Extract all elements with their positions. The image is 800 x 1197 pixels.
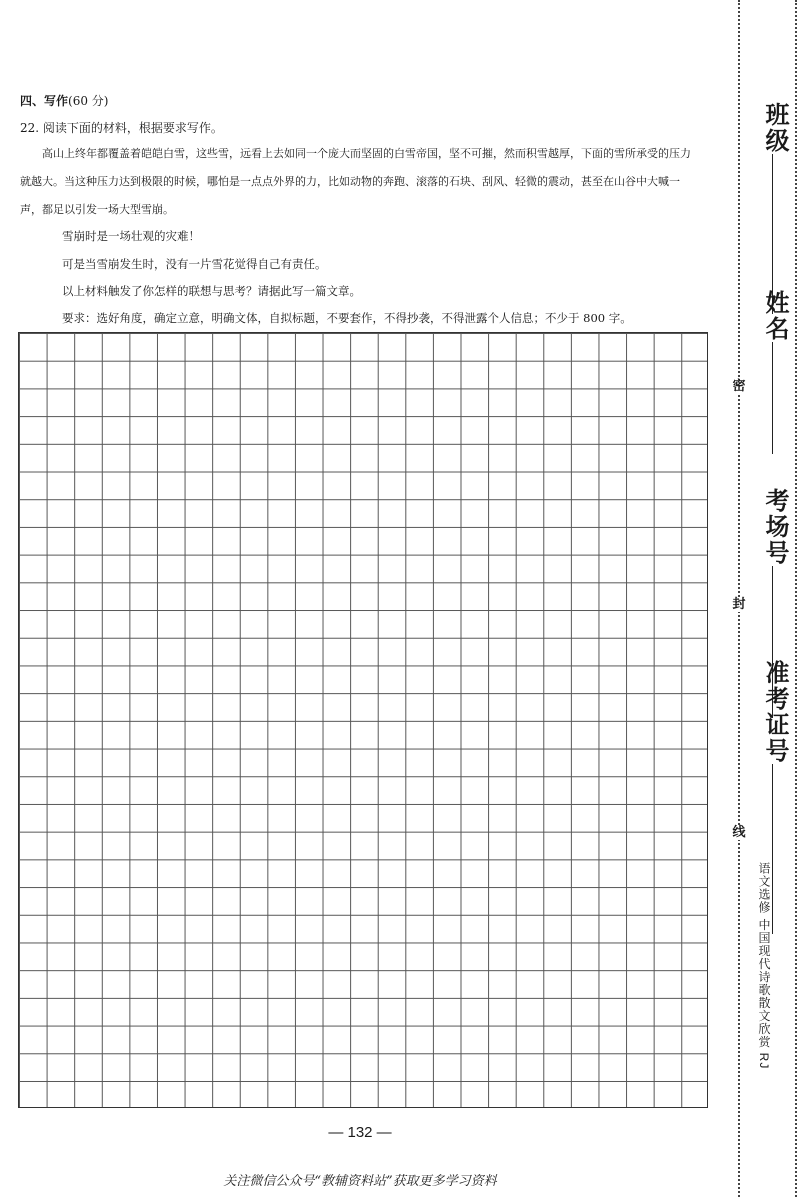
field-label: 准考证号 — [761, 660, 790, 764]
writing-requirements: 要求：选好角度，确定立意，明确文体，自拟标题，不要套作，不得抄袭，不得泄露个人信息；不少于 800 字。 — [62, 311, 632, 325]
field-label: 班级 — [761, 102, 790, 154]
section-title-text: 四、写作 — [20, 94, 69, 108]
seal-mark: 密 — [732, 379, 746, 394]
passage-text: 高山上终年都覆盖着皑皑白雪，这些雪，远看上去如同一个庞大而坚固的白雪帝国，坚不可摧，然而积雪越厚，下面的雪所承受的压力就越大。当这种压力达到极限的时候，哪怕是一点点外界的力，比如动物的奔跑、滚落的石块、刮风、轻微的震动，甚至在山谷中大喊一声，都足以引发一场大型雪崩。 — [20, 147, 691, 216]
passage-paragraph — [20, 140, 692, 224]
passage-line: 雪崩时是一场壮观的灾难！ — [62, 229, 200, 243]
field-blank — [772, 342, 773, 454]
field-label: 考场号 — [761, 488, 790, 566]
field-label: 姓名 — [761, 290, 790, 342]
book-title: 语文选修 中国现代诗歌散文欣赏 RJ — [757, 862, 771, 1070]
question-prompt: 22. 阅读下面的材料，根据要求写作。 — [20, 121, 223, 135]
section-title — [20, 92, 108, 109]
seal-mark: 线 — [732, 825, 746, 840]
section-score: (60 分) — [68, 94, 109, 108]
footer-note: 关注微信公众号“教辅资料站”获取更多学习资料 — [223, 1174, 497, 1189]
passage-line: 可是当雪崩发生时，没有一片雪花觉得自己有责任。 — [62, 257, 327, 271]
writing-grid[interactable] — [18, 332, 708, 1108]
page-number: — 132 — — [328, 1124, 392, 1141]
passage-line: 以上材料触发了你怎样的联想与思考？请据此写一篇文章。 — [62, 284, 361, 298]
edge-dotted-line — [795, 0, 797, 1197]
name-field[interactable] — [752, 290, 792, 454]
seal-mark: 封 — [732, 597, 746, 612]
class-field[interactable] — [752, 102, 792, 314]
